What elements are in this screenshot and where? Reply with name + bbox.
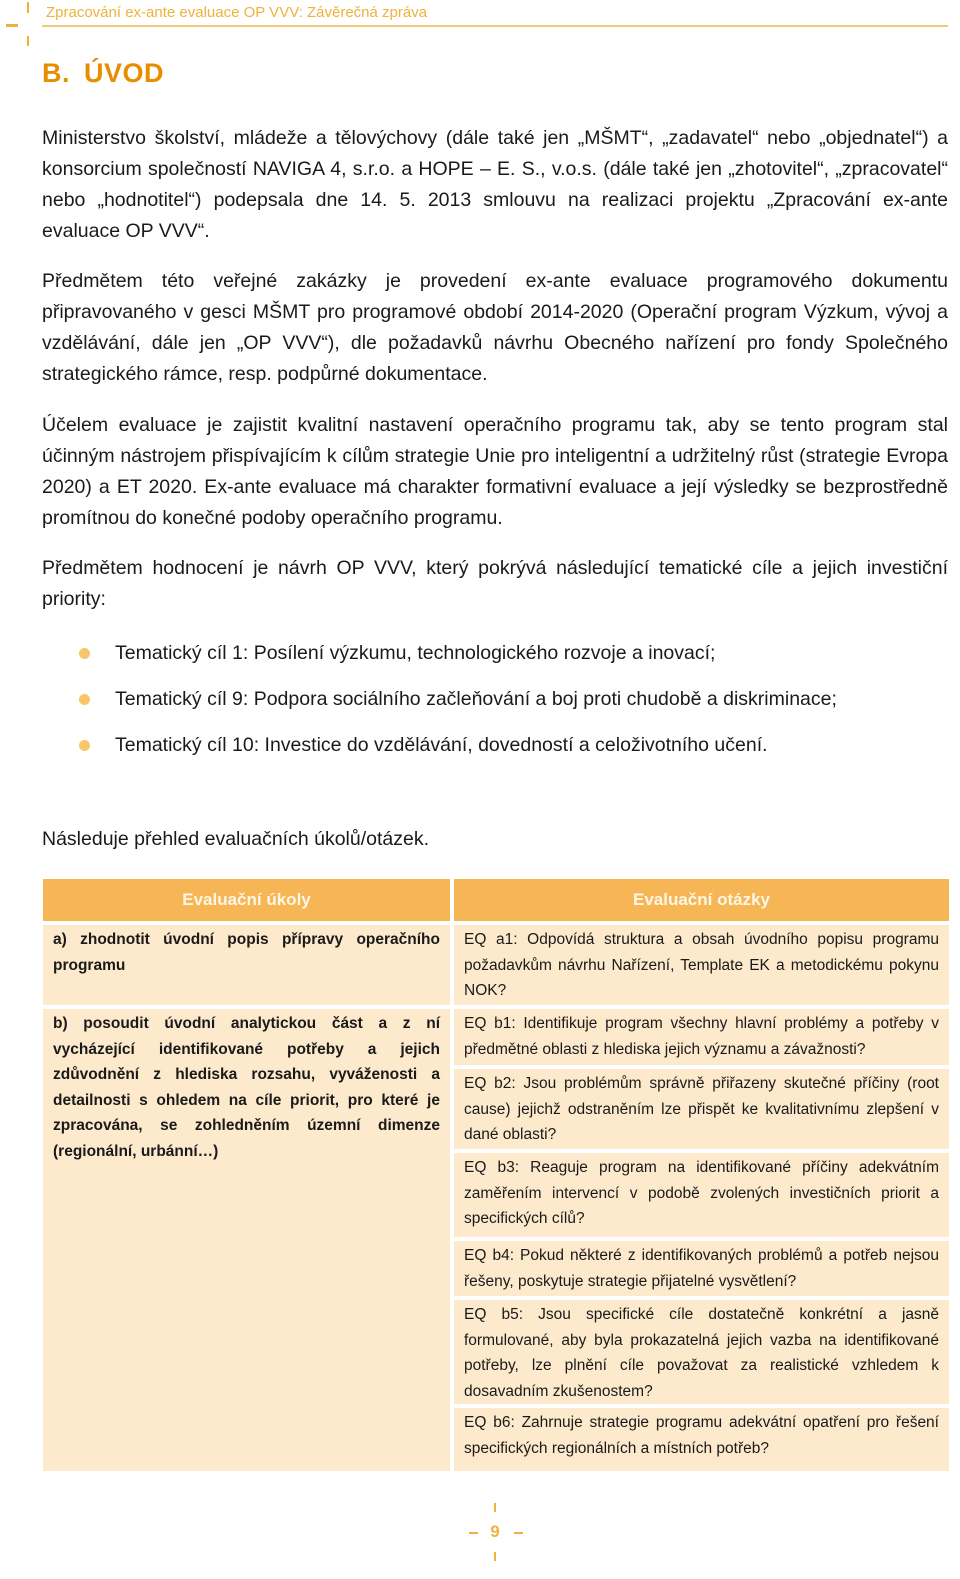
table-header-tasks: Evaluační úkoly [43, 879, 450, 921]
table-header-questions: Evaluační otázky [454, 879, 949, 921]
footer-ornament-left [469, 1532, 478, 1534]
table-cell-task-b: b) posoudit úvodní analytickou část a z ní vycházející identifikované potřeby a jejich zdůvodnění z hlediska rozsahu, vyváženosti a detailnosti s ohledem na cíle priorit, pro které je zpracována, se zohledněním územní dimenze (regionální, urbánní…) [43, 1009, 450, 1471]
footer-ornament-right [514, 1532, 523, 1534]
bullet-dot-icon [79, 648, 90, 659]
paragraph-intro: Ministerstvo školství, mládeže a tělovýchovy (dále také jen „MŠMT“, „zadavatel“ nebo „objednatel“) a konsorcium společností NAVIGA 4, s.r.o. a HOPE – E. S., v.o.s. (dále také jen „zhotovitel“, „zpracovatel“ nebo „hodnotitel“) podepsala dne 14. 5. 2013 smlouvu na realizaci projektu „Zpracování ex-ante evaluace OP VVV“. [42, 127, 948, 242]
paragraph-scope: Předmětem hodnocení je návrh OP VVV, který pokrývá následující tematické cíle a jejich investiční priority: [42, 557, 948, 610]
bullet-dot-icon [79, 694, 90, 705]
list-item-text: Tematický cíl 1: Posílení výzkumu, technologického rozvoje a inovací; [115, 642, 716, 664]
list-item-text: Tematický cíl 10: Investice do vzdělávání, dovedností a celoživotního učení. [115, 734, 768, 756]
table-cell-question-b3: EQ b3: Reaguje program na identifikované příčiny adekvátním zaměřením intervencí v podobě zvolených investičních priorit a specifických cílů? [454, 1153, 949, 1237]
footer-ornament-top [494, 1503, 496, 1512]
page-number: 9 [490, 1522, 500, 1541]
list-item [0, 637, 960, 683]
header-rule [42, 25, 948, 27]
table-cell-question-b2: EQ b2: Jsou problémům správně přiřazeny skutečné příčiny (root cause) jejichž odstraněním lze přispět ke kvalitativnímu zlepšení v dané oblasti? [454, 1069, 949, 1149]
header-ornament-left [6, 24, 18, 27]
section-number: B. [42, 58, 70, 88]
table-cell-question-b4: EQ b4: Pokud některé z identifikovaných problémů a potřeb nejsou řešeny, poskytuje strategie přijatelné vysvětlení? [454, 1241, 949, 1296]
footer-ornament-bottom [494, 1552, 496, 1561]
bullet-dot-icon [79, 740, 90, 751]
running-header-title: Zpracování ex-ante evaluace OP VVV: Závěrečná zpráva [46, 4, 428, 21]
paragraph-purpose: Účelem evaluace je zajistit kvalitní nastavení operačního programu tak, aby se tento program stal účinným nástrojem přispívajícím k cílům strategie Unie pro inteligentní a udržitelný růst (strategie Evropa 2020) a ET 2020. Ex-ante evaluace má charakter formativní evaluace a její výsledky se bezprostředně promítnou do konečné podoby operačního programu. [42, 414, 948, 529]
table-cell-question-b1: EQ b1: Identifikuje program všechny hlavní problémy a potřeby v předmětné oblasti z hlediska jejich významu a závažnosti? [454, 1009, 949, 1065]
paragraph-table-intro: Následuje přehled evaluačních úkolů/otázek. [42, 828, 430, 850]
section-heading [42, 58, 164, 89]
list-item [0, 729, 960, 775]
thematic-goals-list [0, 637, 960, 775]
header-ornament-bottom [27, 36, 29, 46]
table-cell-question-a1: EQ a1: Odpovídá struktura a obsah úvodního popisu programu požadavkům návrhu Nařízení, Template EK a metodickému pokynu NOK? [454, 925, 949, 1005]
section-title: ÚVOD [84, 58, 165, 88]
header-ornament-top [27, 2, 29, 13]
list-item [0, 683, 960, 729]
paragraph-subject: Předmětem této veřejné zakázky je provedení ex-ante evaluace programového dokumentu připravovaného v gesci MŠMT pro programové období 2014-2020 (Operační program Výzkum, vývoj a vzdělávání, dále jen „OP VVV“), dle požadavků návrhu Obecného nařízení pro fondy Společného strategického rámce, resp. podpůrné dokumentace. [42, 270, 948, 385]
list-item-text: Tematický cíl 9: Podpora sociálního začleňování a boj proti chudobě a diskriminace; [115, 688, 837, 710]
table-cell-question-b6: EQ b6: Zahrnuje strategie programu adekvátní opatření pro řešení specifických regionálních a místních potřeb? [454, 1408, 949, 1471]
table-cell-task-a: a) zhodnotit úvodní popis přípravy operačního programu [43, 925, 450, 1005]
table-cell-question-b5: EQ b5: Jsou specifické cíle dostatečně konkrétní a jasně formulované, aby byla prokazatelná jejich vazba na identifikované potřeby, lze plnění cíle považovat za realistické vzhledem k dosavadním zkušenostem? [454, 1300, 949, 1404]
